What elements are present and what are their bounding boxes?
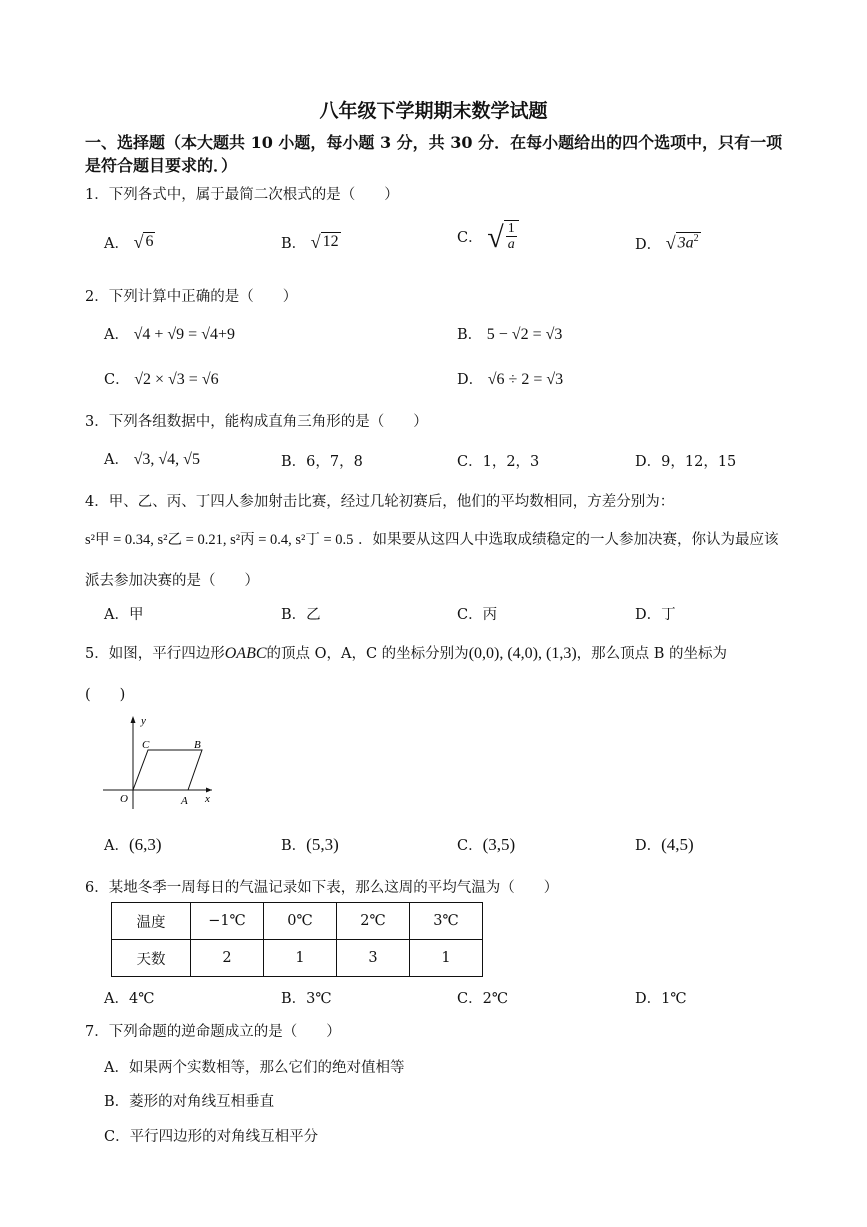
table-cell: 0℃	[264, 903, 337, 940]
q7-option-c[interactable]: C．平行四边形的对角线互相平分	[104, 1129, 319, 1145]
q5-option-d[interactable]: D．(4,5)	[635, 835, 694, 854]
sqrt-expression: √ 12	[310, 232, 339, 252]
question-4-stem-line3: 派去参加决赛的是（ ）	[85, 573, 259, 589]
q4-option-c[interactable]: C．丙	[457, 607, 498, 623]
q4-option-d[interactable]: D．丁	[635, 607, 676, 623]
table-row	[112, 903, 483, 940]
q7-option-a[interactable]: A．如果两个实数相等，那么它们的绝对值相等	[104, 1060, 405, 1076]
table-cell: 温度	[112, 903, 191, 940]
question-5-stem-line2: ( )	[85, 687, 126, 703]
q5-option-a[interactable]: A．(6,3)	[104, 835, 162, 854]
point-c-label: C	[142, 739, 150, 751]
point-b-label: B	[194, 739, 201, 751]
q5-option-b[interactable]: B．(5,3)	[281, 835, 339, 854]
sqrt-expression: √ 6	[133, 232, 154, 252]
question-2-stem: 2．下列计算中正确的是（ ）	[85, 289, 298, 305]
sqrt-fraction-expression: √ $\frac{1}{a}$	[487, 220, 518, 253]
table-row	[112, 940, 483, 977]
y-axis-arrow	[131, 716, 136, 723]
temperature-table	[111, 902, 483, 977]
q2-option-d[interactable]: D． √6 ÷ 2 = √3	[457, 371, 564, 388]
q7-option-b[interactable]: B．菱形的对角线互相垂直	[104, 1094, 275, 1110]
sqrt-expression: √ $3a^2$	[665, 232, 699, 253]
q6-option-d[interactable]: D．1℃	[635, 991, 687, 1007]
q2-option-c[interactable]: C． √2 × √3 = √6	[104, 371, 219, 388]
variance-formula: s²甲 = 0.34, s²乙 = 0.21, s²丙 = 0.4, s²丁 = 0.5	[85, 532, 354, 548]
question-4-stem-line1: 4．甲、乙、丙、丁四人参加射击比赛，经过几轮初赛后，他们的平均数相同，方差分别为：	[85, 494, 675, 510]
table-cell: 2℃	[337, 903, 410, 940]
parallelogram-oabc	[133, 750, 202, 790]
question-3-stem: 3．下列各组数据中，能构成直角三角形的是（ ）	[85, 414, 428, 430]
q6-option-b[interactable]: B．3℃	[281, 991, 332, 1007]
q3-option-b[interactable]: B．6，7，8	[281, 454, 363, 470]
question-5-stem-line1: 5．如图，平行四边形OABC的顶点 O，A，C 的坐标分别为(0,0), (4,0), (1,3)，那么顶点 B 的坐标为	[85, 645, 728, 662]
q6-option-c[interactable]: C．2℃	[457, 991, 509, 1007]
table-cell: 3	[337, 940, 410, 977]
question-7-stem: 7．下列命题的逆命题成立的是（ ）	[85, 1024, 341, 1040]
question-4-stem-line2: s²甲 = 0.34, s²乙 = 0.21, s²丙 = 0.4, s²丁 = 0.5 ．如果要从这四人中选取成绩稳定的一人参加决赛，你认为最应该	[85, 532, 779, 548]
table-cell: 天数	[112, 940, 191, 977]
question-1-stem: 1．下列各式中，属于最简二次根式的是（ ）	[85, 187, 399, 203]
table-cell: −1℃	[191, 903, 264, 940]
section-heading-line1: 一、选择题（本大题共 10 小题，每小题 3 分，共 30 分．在每小题给出的四个选项中，只有一项	[85, 133, 783, 152]
point-o-label: O	[120, 793, 128, 805]
q4-option-a[interactable]: A．甲	[104, 607, 144, 623]
table-cell: 1	[264, 940, 337, 977]
q4-option-b[interactable]: B．乙	[281, 607, 321, 623]
q3-option-c[interactable]: C．1，2，3	[457, 454, 540, 470]
x-axis-label: x	[205, 793, 210, 805]
q2-option-a[interactable]: A． √4 + √9 = √4+9	[104, 326, 236, 343]
q1-option-c[interactable]: C． √ $\frac{1}{a}$	[457, 220, 519, 253]
q1-option-a[interactable]: A． √ 6	[104, 232, 154, 252]
q6-option-a[interactable]: A．4℃	[104, 991, 155, 1007]
q5-option-c[interactable]: C．(3,5)	[457, 835, 516, 854]
section-heading-line2: 是符合题目要求的．）	[85, 156, 238, 175]
question-6-stem: 6．某地冬季一周每日的气温记录如下表，那么这周的平均气温为（ ）	[85, 880, 559, 896]
x-axis-arrow	[206, 788, 212, 793]
q2-option-b[interactable]: B． 5 − √2 = √3	[457, 326, 563, 343]
point-a-label: A	[181, 795, 188, 807]
y-axis-label: y	[141, 715, 146, 727]
q3-option-a[interactable]: A． √3, √4, √5	[104, 451, 200, 468]
table-cell: 1	[410, 940, 483, 977]
table-cell: 3℃	[410, 903, 483, 940]
table-cell: 2	[191, 940, 264, 977]
q3-option-d[interactable]: D．9，12，15	[635, 454, 737, 470]
q1-option-b[interactable]: B． √ 12	[281, 232, 339, 252]
parallelogram-diagram	[98, 713, 220, 811]
page-title: 八年级下学期期末数学试题	[319, 100, 548, 122]
q1-option-d[interactable]: D． √ $3a^2$	[635, 232, 699, 253]
